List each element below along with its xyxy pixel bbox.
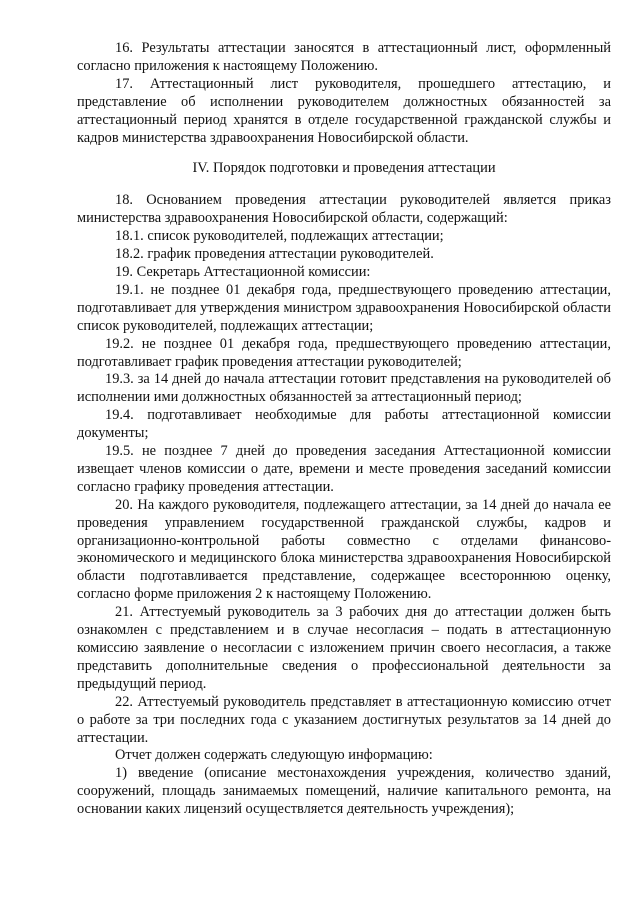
- section-heading-iv: IV. Порядок подготовки и проведения аттестации: [192, 160, 496, 177]
- paragraph-16: 16. Результаты аттестации заносятся в аттестационный лист, оформленный согласно приложения к настоящему Положению.: [77, 40, 611, 74]
- paragraph-18: 18. Основанием проведения аттестации руководителей является приказ министерства здравоохранения Новосибирской области, содержащий:: [77, 192, 611, 227]
- paragraph-19-5: 19.5. не позднее 7 дней до проведения заседания Аттестационной комиссии извещает членов комиссии о дате, времени и месте проведения заседаний комиссии согласно графику проведения аттестации.: [77, 443, 611, 495]
- paragraph-21: 21. Аттестуемый руководитель за 3 рабочих дня до аттестации должен быть ознакомлен с представлением и в случае несогласия – подать в аттестационную комиссию заявление о несогласии с изложением причин своего несогласия, а также представить дополнительные сведения о профессиональной деятельности за предыдущий период.: [77, 604, 611, 692]
- paragraph-report-item-1: 1) введение (описание местонахождения учреждения, количество зданий, сооружений, площадь занимаемых помещений, наличие капитального ремонта, на основании каких лицензий осуществляется деятельность учреждения);: [77, 765, 611, 818]
- paragraph-22: 22. Аттестуемый руководитель представляет в аттестационную комиссию отчет о работе за три последних года с указанием достигнутых результатов за 14 дней до аттестации.: [77, 693, 611, 746]
- paragraph-18-2: 18.2. график проведения аттестации руководителей.: [115, 246, 434, 263]
- paragraph-20: 20. На каждого руководителя, подлежащего аттестации, за 14 дней до начала ее проведения управлением государственной гражданской службы, кадров и организационно-контрольной работы совместно с отделами финансово-экономического и медицинского блока министерства здравоохранения Новосибирской области подготавливается представление, содержащее всестороннюю оценку, согласно форме приложения 2 к настоящему Положению.: [77, 496, 611, 603]
- paragraph-19-1: 19.1. не позднее 01 декабря года, предшествующего проведению аттестации, подготавливает для утверждения министром здравоохранения Новосибирской области список руководителей, подлежащих аттестации;: [77, 281, 611, 334]
- paragraph-report-intro: Отчет должен содержать следующую информацию:: [115, 747, 433, 764]
- paragraph-19-2: 19.2. не позднее 01 декабря года, предшествующего проведению аттестации, подготавливает график проведения аттестации руководителей;: [77, 335, 611, 370]
- document-page: [77, 40, 611, 819]
- paragraph-19: 19. Секретарь Аттестационной комиссии:: [115, 263, 371, 280]
- paragraph-19-4: 19.4. подготавливает необходимые для работы аттестационной комиссии документы;: [77, 407, 611, 442]
- paragraph-19-3: 19.3. за 14 дней до начала аттестации готовит представления на руководителей об исполнении ими должностных обязанностей за аттестационный период;: [77, 371, 611, 406]
- paragraph-17: 17. Аттестационный лист руководителя, прошедшего аттестацию, и представление об исполнении руководителем должностных обязанностей за аттестационный период хранятся в отделе государственной гражданской службы и кадров министерства здравоохранения Новосибирской области.: [77, 75, 611, 146]
- paragraph-18-1: 18.1. список руководителей, подлежащих аттестации;: [115, 228, 444, 245]
